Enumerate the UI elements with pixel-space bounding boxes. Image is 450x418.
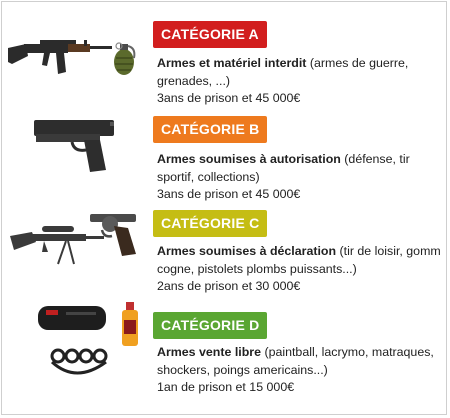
category-a-illustration	[6, 16, 146, 106]
assault-rifle-icon	[8, 40, 112, 74]
category-c-title: Armes soumises à déclaration	[157, 244, 337, 258]
category-b-badge: CATÉGORIE B	[153, 116, 267, 143]
category-c-description	[157, 243, 442, 296]
category-a-detail: (armes de guerre, grenades, ...)	[157, 56, 409, 88]
category-c-illustration	[6, 204, 146, 294]
category-d-illustration	[6, 300, 146, 390]
category-b-illustration	[6, 112, 146, 202]
category-b-detail: (défense, tir sportif, collections)	[157, 152, 410, 184]
revolver-icon	[90, 214, 136, 256]
category-d-title: Armes vente libre	[157, 345, 261, 359]
category-b-penalty: 3ans de prison et 45 000€	[157, 187, 301, 201]
category-c-penalty: 2ans de prison et 30 000€	[157, 279, 301, 293]
sniper-rifle-icon	[10, 226, 104, 264]
category-d-penalty: 1an de prison et 15 000€	[157, 380, 295, 394]
pepper-spray-icon	[122, 302, 138, 346]
pistol-icon	[34, 120, 114, 172]
category-d-detail: (paintball, lacrymo, matraques, shockers, poings americains...)	[157, 345, 434, 377]
category-b-description	[157, 151, 442, 204]
weapon-categories-panel	[1, 1, 447, 415]
category-d-description	[157, 344, 442, 397]
category-a-penalty: 3ans de prison et 45 000€	[157, 91, 301, 105]
category-a-badge: CATÉGORIE A	[153, 21, 267, 48]
category-c-detail: (tir de loisir, gomm cogne, pistolets plombs puissants...)	[157, 244, 441, 276]
category-b-title: Armes soumises à autorisation	[157, 152, 341, 166]
category-d-badge: CATÉGORIE D	[153, 312, 267, 339]
category-c-badge: CATÉGORIE C	[153, 210, 267, 237]
grenade-icon	[114, 43, 134, 75]
taser-icon	[38, 306, 106, 330]
category-a-description	[157, 55, 442, 108]
brass-knuckles-icon	[52, 350, 106, 373]
category-a-title: Armes et matériel interdit	[157, 56, 307, 70]
